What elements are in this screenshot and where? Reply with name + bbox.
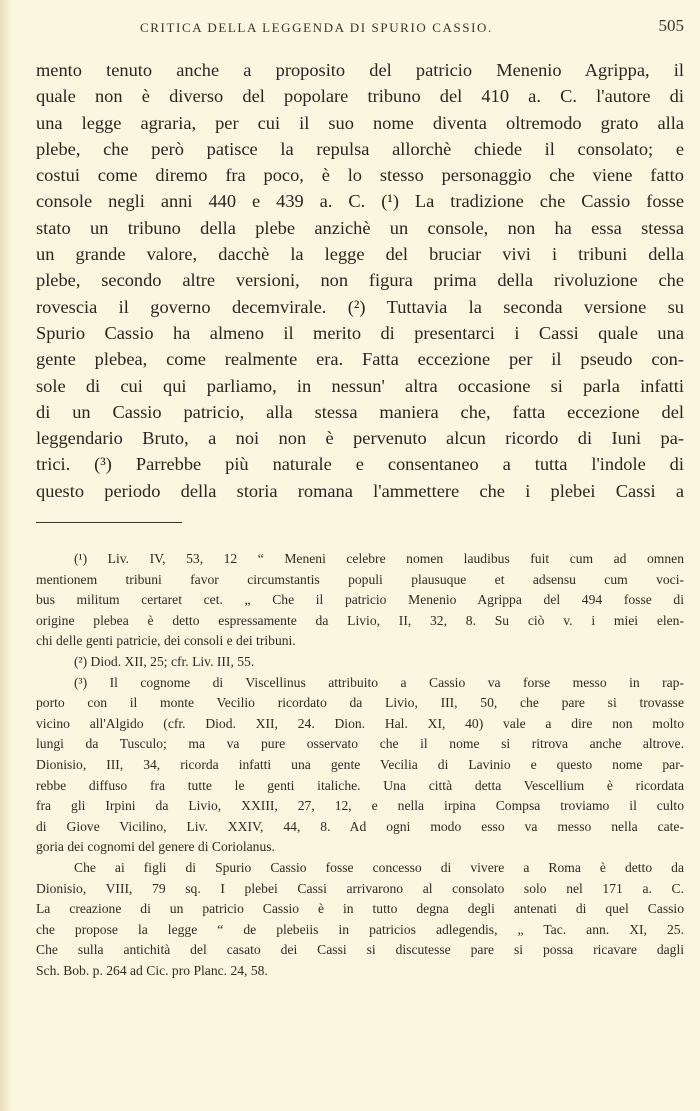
text-line: rovescia il governo decemvirale. (²) Tuttavia la seconda versione su (36, 296, 684, 317)
page-binding-shadow (0, 0, 12, 1111)
footnotes (36, 549, 684, 981)
footnote-line: rebbe diffuso fra tutte le genti italiche. Una città detta Vescellium è ricordata (36, 777, 684, 793)
text-line: costui come diremo fra poco, è lo stesso personaggio che viene fatto (36, 165, 684, 186)
footnote-line: lungi da Tusculo; ma va pure osservato che il nome si ritrova anche altrove. (36, 736, 684, 752)
text-line: gente plebea, come realmente era. Fatta eccezione per il pseudo con- (36, 349, 684, 370)
footnote-line: Che sulla antichità del casato dei Cassi si discutesse pare si possa ricavare dagli (36, 942, 684, 958)
text-line: trici. (³) Parrebbe più naturale e consentaneo a tutta l'indole di (36, 454, 684, 475)
text-line: leggendario Bruto, a noi non è pervenuto alcun ricordo di Iuni pa- (36, 428, 684, 449)
text-line: una legge agraria, per cui il suo nome diventa oltremodo grato alla (36, 112, 684, 133)
text-line: plebe, che però patisce la repulsa allorchè chiede il consolato; e (36, 138, 684, 159)
text-line: di un Cassio patricio, alla stessa maniera che, fatta eccezione del (36, 401, 684, 422)
footnote-line: bus militum certaret cet. „ Che il patricio Menenio Agrippa del 494 fosse di (36, 592, 684, 608)
text-line: stato un tribuno della plebe anzichè un console, non ha essa stessa (36, 217, 684, 238)
footnote-line: Sch. Bob. p. 264 ad Cic. pro Planc. 24, 58. (36, 962, 268, 978)
footnote-line: Dionisio, VIII, 79 sq. I plebei Cassi arrivarono al consolato solo nel 171 a. C. (36, 880, 684, 896)
footnote-line: vicino all'Algido (cfr. Diod. XII, 24. Dion. Hal. XI, 40) vale a dire non molto (36, 715, 684, 731)
text-line: un grande valore, dacchè la legge del bruciar vivi i tribuni della (36, 244, 684, 265)
footnote-line: origine plebea è detto espressamente da Livio, II, 32, 8. Su ciò v. i miei elen- (36, 612, 684, 628)
text-line: plebe, secondo altre versioni, non figura prima della rivoluzione che (36, 270, 684, 291)
footnote-line: Che ai figli di Spurio Cassio fosse concesso di vivere a Roma è detto da (74, 859, 684, 875)
footnote-line: goria dei cognomi del genere di Coriolanus. (36, 839, 275, 855)
footnote-line: fra gli Irpini da Livio, XXIII, 27, 12, e nella irpina Compsa troviamo il culto (36, 798, 684, 814)
footnote-line: (³) Il cognome di Viscellinus attribuito a Cassio va forse messo in rap- (74, 674, 684, 690)
footnote-line: (²) Diod. XII, 25; cfr. Liv. III, 55. (74, 653, 255, 669)
footnote-line: Dionisio, III, 34, ricorda infatti una gente Vecilia di Lavinio e questo nome par- (36, 756, 684, 772)
text-line: console negli anni 440 e 439 a. C. (¹) La tradizione che Cassio fosse (36, 191, 684, 212)
footnote-line: mentionem tribuni favor circumstantis populi plausuque et adsensu cum voci- (36, 571, 684, 587)
footnote-line: che propose la legge “ de plebeiis in patricios adlegendis, „ Tac. ann. XI, 25. (36, 921, 684, 937)
running-head: CRITICA DELLA LEGGENDA DI SPURIO CASSIO. (140, 20, 493, 35)
footnote-line: di Giove Vicilino, Liv. XXIV, 44, 8. Ad ogni modo esso va messo nella cate- (36, 818, 684, 834)
text-line: sole di cui qui parliamo, in nessun' altra occasione si parla infatti (36, 375, 684, 396)
text-line: Spurio Cassio ha almeno il merito di presentarci i Cassi quale una (36, 322, 684, 343)
footnote-line: chi delle genti patricie, dei consoli e dei tribuni. (36, 633, 296, 649)
footnote-line: La creazione di un patricio Cassio è in tutto degna degli antenati di quel Cassio (36, 901, 684, 917)
text-line: questo periodo della storia romana l'ammettere che i plebei Cassi a (36, 480, 684, 501)
footnote-separator (36, 522, 182, 523)
page-header (36, 16, 684, 40)
footnote-line: (¹) Liv. IV, 53, 12 “ Meneni celebre nomen laudibus fuit cum ad omnen (74, 551, 684, 566)
footnote-line: porto con il monte Vecilio ricordato da Livio, III, 50, che pare si trovasse (36, 695, 684, 711)
main-text (36, 57, 684, 504)
page-number: 505 (658, 16, 684, 35)
text-line: quale non è diverso del popolare tribuno del 410 a. C. l'autore di (36, 86, 684, 107)
text-line: mento tenuto anche a proposito del patricio Menenio Agrippa, il (36, 60, 684, 80)
